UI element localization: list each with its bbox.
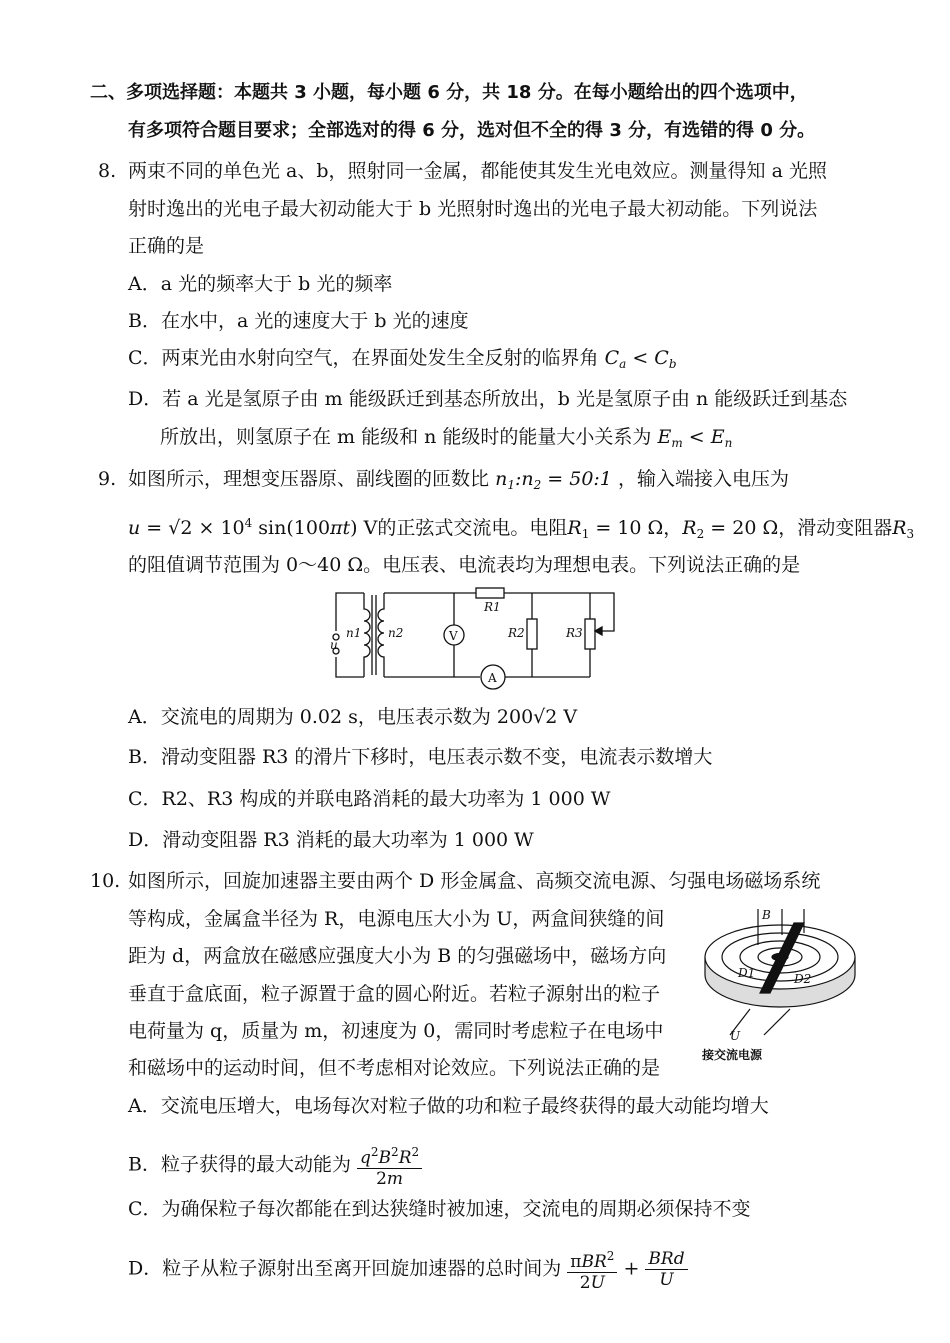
q9-fig-voltmeter-label: V (449, 629, 458, 643)
q9-option-b: B．滑动变阻器 R3 的滑片下移时，电压表示数不变，电流表示数增大 (128, 746, 713, 768)
q10-fig-b-label: B (762, 908, 771, 922)
q9-voltage-expr: u (128, 517, 141, 539)
q9-stem-line2-mid: 的正弦式交流电。电阻 (377, 517, 568, 539)
q8-option-c-text: C．两束光由水射向空气，在界面处发生全反射的临界角 (128, 347, 599, 369)
q9-fig-n2-label: n2 (388, 626, 404, 640)
q8-option-d-math: $E_m < E_n$ (657, 426, 733, 450)
q10-option-c: C．为确保粒子每次都能在到达狭缝时被加速，交流电的周期必须保持不变 (128, 1198, 751, 1220)
q10-option-d: D．粒子从粒子源射出至离开回旋加速器的总时间为 $\frac{\pi BR^2}{2U}$ + $\frac{\text{BRd}}{U}$ (128, 1246, 688, 1293)
q10-option-a: A．交流电压增大，电场每次对粒子做的功和粒子最终获得的最大动能均增大 (128, 1095, 769, 1117)
q8-option-d-line1: D．若 a 光是氢原子由 m 能级跃迁到基态所放出，b 光是氢原子由 n 能级跃迁到基态 (128, 388, 848, 410)
q9-stem-line2: $u = √2 \times 10^4$ sin(100πt) V的正弦式交流电。电阻$R_1 = 10$ Ω，$R_2 = 20$ Ω，滑动变阻器$R_3$ (128, 516, 915, 541)
q10-stem-line4: 垂直于盒底面，粒子源置于盒的圆心附近。若粒子源射出的粒子 (128, 983, 661, 1005)
q9-stem-line3: 的阻值调节范围为 0～40 Ω。电压表、电流表均为理想电表。下列说法正确的是 (128, 554, 801, 576)
q10-option-b-fraction: $\frac{q^2B^2R^2}{2m}$ (357, 1142, 422, 1189)
q9-option-a: A．交流电的周期为 0.02 s，电压表示数为 200√2 V (128, 706, 578, 728)
q8-option-c (128, 345, 677, 377)
q8-option-b: B．在水中，a 光的速度大于 b 光的速度 (128, 310, 469, 332)
section-header-line2: 有多项符合题目要求；全部选对的得 6 分，选对但不全的得 3 分，有选错的得 0 分。 (128, 120, 816, 141)
q9-fig-r3-label: R3 (566, 626, 583, 640)
q9-number: 9. (98, 468, 117, 490)
q10-fig-d2-label: D2 (794, 972, 812, 986)
q10-fig-d1-label: D1 (738, 966, 756, 980)
q9-turns-ratio: $n_1:n_2$ = 50:1 (495, 468, 612, 492)
q9-stem-line1-text: 如图所示，理想变压器原、副线圈的匝数比 (128, 468, 490, 490)
q10-fig-caption: 接交流电源 (702, 1048, 763, 1062)
q8-option-c-math: $C_a < C_b$ (604, 347, 677, 371)
q8-option-a: A．a 光的频率大于 b 光的频率 (128, 273, 393, 295)
q9-option-c: C．R2、R3 构成的并联电路消耗的最大功率为 1 000 W (128, 788, 611, 810)
q10-stem-line5: 电荷量为 q，质量为 m，初速度为 0，需同时考虑粒子在电场中 (128, 1020, 664, 1042)
q10-fig-u-label: U (730, 1029, 741, 1043)
q9-fig-n1-label: n1 (346, 626, 362, 640)
q9-fig-r2-label: R2 (508, 626, 525, 640)
q9-stem-line1 (128, 466, 789, 498)
q9-stem-line2-end: ，滑动变阻器 (778, 517, 893, 539)
q9-fig-u-label: u (330, 638, 338, 652)
q10-option-b (128, 1142, 422, 1189)
q10-number: 10. (90, 870, 121, 892)
q8-stem-line1: 两束不同的单色光 a、b，照射同一金属，都能使其发生光电效应。测量得知 a 光照 (128, 160, 827, 182)
q9-fig-r1-label: R1 (484, 600, 501, 614)
section-header-line1: 二、多项选择题：本题共 3 小题，每小题 6 分，共 18 分。在每小题给出的四个选项中， (90, 82, 808, 103)
q8-option-d-line2 (160, 424, 732, 456)
q8-stem-line2: 射时逸出的光电子最大初动能大于 b 光照射时逸出的光电子最大初动能。下列说法 (128, 198, 818, 220)
q10-stem-line6: 和磁场中的运动时间，但不考虑相对论效应。下列说法正确的是 (128, 1057, 661, 1079)
q8-stem-line3: 正确的是 (128, 235, 205, 257)
q9-fig-ammeter-label: A (488, 671, 497, 685)
q10-stem-line2: 等构成，金属盒半径为 R，电源电压大小为 U，两盒间狭缝的间 (128, 908, 665, 930)
q10-option-d-text: D．粒子从粒子源射出至离开回旋加速器的总时间为 (128, 1257, 562, 1280)
q10-option-b-text: B．粒子获得的最大动能为 (128, 1153, 351, 1176)
q8-number: 8. (98, 160, 117, 182)
q10-option-d-fraction2: $\frac{\text{BRd}}{U}$ (645, 1249, 687, 1290)
q10-stem-line1: 如图所示，回旋加速器主要由两个 D 形金属盒、高频交流电源、匀强电场磁场系统 (128, 870, 821, 892)
q10-stem-line3: 距为 d，两盒放在磁感应强度大小为 B 的匀强磁场中，磁场方向 (128, 945, 667, 967)
q9-circuit-diagram (328, 585, 628, 690)
q9-stem-line1-end: ，输入端接入电压为 (617, 468, 789, 490)
q10-cyclotron-diagram (700, 905, 860, 1065)
q8-option-d-text: 所放出，则氢原子在 m 能级和 n 能级时的能量大小关系为 (160, 426, 652, 448)
q9-option-d: D．滑动变阻器 R3 消耗的最大功率为 1 000 W (128, 829, 534, 851)
q10-option-d-fraction1: $\frac{\pi BR^2}{2U}$ (567, 1246, 617, 1293)
